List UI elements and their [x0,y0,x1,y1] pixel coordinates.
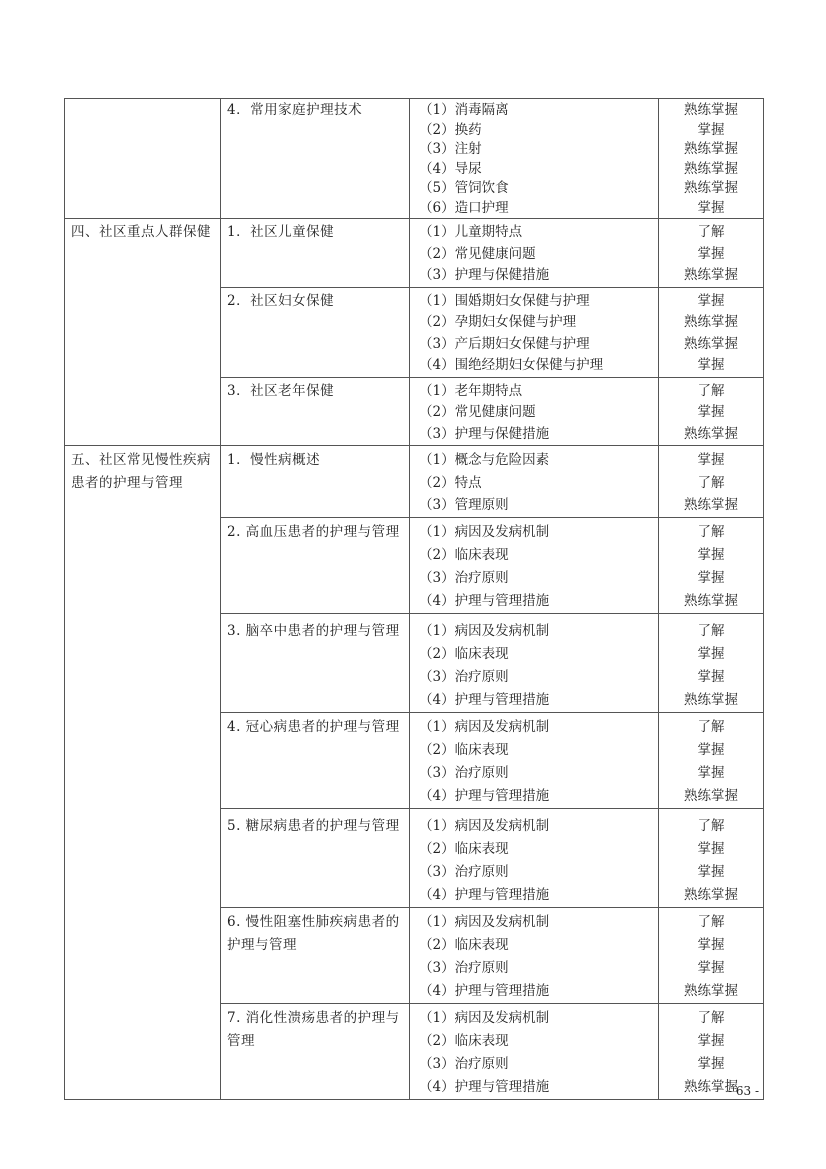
level-cell [659,377,764,446]
table-row [65,99,764,219]
requirement-level: 熟练掌握 [684,691,738,708]
content-item: （2）临床表现 [419,741,509,758]
content-item: （4）护理与管理措施 [419,1078,550,1095]
content-cell [410,99,659,219]
topic-cell [221,446,410,518]
topic-title: 1．慢性病概述 [227,452,321,468]
requirement-level: 熟练掌握 [684,102,738,118]
content-cell [410,517,659,613]
page-number: - 63 - [728,1084,760,1098]
topic-cell [221,613,410,712]
content-item: （2）临床表现 [419,840,509,857]
content-item: （2）常见健康问题 [419,404,536,420]
topic-cell [221,517,410,613]
content-cell [410,219,659,288]
topic-title: 2．社区妇女保健 [227,292,335,309]
unit-cell [65,446,221,1100]
content-item: （1）病因及发病机制 [419,1009,550,1026]
content-item: （3）注射 [419,141,482,157]
requirement-level: 了解 [697,474,725,491]
requirement-level: 熟练掌握 [684,886,738,903]
content-item: （2）临床表现 [419,645,509,662]
table-row [65,219,764,288]
content-item: （2）孕期妇女保健与护理 [419,314,577,330]
level-cell [659,712,764,808]
content-item: （3）治疗原则 [419,863,509,880]
requirement-level: 熟练掌握 [684,141,738,157]
content-item: （3）管理原则 [419,497,509,513]
requirement-level: 熟练掌握 [684,982,738,999]
level-cell [659,907,764,1003]
content-item: （3）治疗原则 [419,569,509,586]
content-item: （3）治疗原则 [419,959,509,976]
content-item: （6）造口护理 [419,199,509,216]
content-item: （4）护理与管理措施 [419,982,550,999]
topic-title: 4. 冠心病患者的护理与管理 [227,718,400,735]
content-item: （4）护理与管理措施 [419,886,550,903]
content-item: （2）常见健康问题 [419,245,536,262]
requirement-level: 掌握 [697,546,725,563]
topic-cell [221,99,410,219]
topic-cell [221,219,410,288]
requirement-level: 了解 [697,1009,725,1026]
content-item: （2）特点 [419,474,482,491]
requirement-level: 掌握 [697,404,725,420]
content-cell [410,907,659,1003]
table-row [65,446,764,518]
topic-cell [221,377,410,446]
content-item: （3）护理与保健措施 [419,425,550,442]
content-item: （5）管饲饮食 [419,180,509,196]
requirement-level: 了解 [697,523,725,540]
requirement-level: 掌握 [697,863,725,880]
content-item: （3）治疗原则 [419,764,509,781]
requirement-level: 掌握 [697,292,725,309]
requirement-level: 掌握 [697,959,725,976]
topic-cell [221,287,410,377]
requirement-level: 掌握 [697,245,725,262]
requirement-level: 熟练掌握 [684,1078,738,1095]
requirement-level: 掌握 [697,645,725,662]
requirement-level: 了解 [697,718,725,735]
content-item: （3）产后期妇女保健与护理 [419,335,590,352]
requirement-level: 熟练掌握 [684,160,738,177]
content-cell [410,613,659,712]
content-cell [410,712,659,808]
requirement-level: 熟练掌握 [684,267,738,283]
requirement-level: 掌握 [697,357,725,373]
unit-title: 五、社区常见慢性疾病患者的护理与管理 [71,452,211,491]
topic-cell [221,808,410,907]
topic-title: 1．社区儿童保健 [227,224,335,240]
topic-cell [221,712,410,808]
content-item: （1）围婚期妇女保健与护理 [419,292,590,309]
requirement-level: 了解 [697,622,725,639]
content-cell [410,287,659,377]
topic-title: 3. 脑卒中患者的护理与管理 [227,622,400,639]
requirement-level: 了解 [697,913,725,930]
requirement-level: 掌握 [697,569,725,586]
content-item: （1）病因及发病机制 [419,817,550,834]
requirement-level: 掌握 [697,668,725,685]
level-cell [659,446,764,518]
requirement-level: 了解 [697,382,725,399]
topic-title: 4．常用家庭护理技术 [227,102,363,118]
unit-cell [65,99,221,219]
requirement-level: 掌握 [697,741,725,758]
requirement-level: 熟练掌握 [684,787,738,804]
content-item: （1）概念与危险因素 [419,452,550,468]
syllabus-table [64,98,764,1100]
content-item: （1）病因及发病机制 [419,622,550,639]
requirement-level: 掌握 [697,199,725,216]
level-cell [659,808,764,907]
content-item: （4）围绝经期妇女保健与护理 [419,357,604,373]
content-item: （1）病因及发病机制 [419,718,550,735]
content-item: （4）护理与管理措施 [419,787,550,804]
content-item: （2）临床表现 [419,1032,509,1049]
level-cell [659,287,764,377]
requirement-level: 掌握 [697,1055,725,1072]
requirement-level: 熟练掌握 [684,592,738,609]
content-item: （3）治疗原则 [419,668,509,685]
level-cell [659,613,764,712]
topic-title: 3．社区老年保健 [227,382,335,399]
topic-cell [221,1003,410,1099]
content-item: （4）护理与管理措施 [419,592,550,609]
requirement-level: 掌握 [697,936,725,953]
content-item: （1）病因及发病机制 [419,913,550,930]
content-item: （2）换药 [419,121,482,138]
requirement-level: 掌握 [697,1032,725,1049]
content-item: （3）护理与保健措施 [419,267,550,283]
content-cell [410,446,659,518]
unit-cell [65,219,221,446]
content-item: （2）临床表现 [419,546,509,563]
requirement-level: 了解 [697,817,725,834]
unit-title: 四、社区重点人群保健 [71,224,211,240]
content-item: （1）老年期特点 [419,382,523,399]
requirement-level: 掌握 [697,764,725,781]
content-item: （2）临床表现 [419,936,509,953]
content-item: （4）护理与管理措施 [419,691,550,708]
requirement-level: 掌握 [697,452,725,468]
requirement-level: 熟练掌握 [684,425,738,442]
content-item: （4）导尿 [419,160,482,177]
topic-cell [221,907,410,1003]
content-item: （3）治疗原则 [419,1055,509,1072]
content-cell [410,377,659,446]
topic-title: 7. 消化性溃疡患者的护理与管理 [227,1009,400,1049]
requirement-level: 掌握 [697,121,725,138]
topic-title: 2. 高血压患者的护理与管理 [227,523,400,540]
content-item: （1）儿童期特点 [419,224,523,240]
requirement-level: 熟练掌握 [684,180,738,196]
level-cell [659,219,764,288]
content-item: （1）病因及发病机制 [419,523,550,540]
requirement-level: 熟练掌握 [684,497,738,513]
content-item: （1）消毒隔离 [419,102,509,118]
topic-title: 6. 慢性阻塞性肺疾病患者的护理与管理 [227,913,400,953]
requirement-level: 熟练掌握 [684,314,738,330]
requirement-level: 了解 [697,224,725,240]
content-cell [410,1003,659,1099]
level-cell [659,517,764,613]
content-cell [410,808,659,907]
requirement-level: 掌握 [697,840,725,857]
level-cell [659,99,764,219]
requirement-level: 熟练掌握 [684,335,738,352]
topic-title: 5. 糖尿病患者的护理与管理 [227,817,400,834]
